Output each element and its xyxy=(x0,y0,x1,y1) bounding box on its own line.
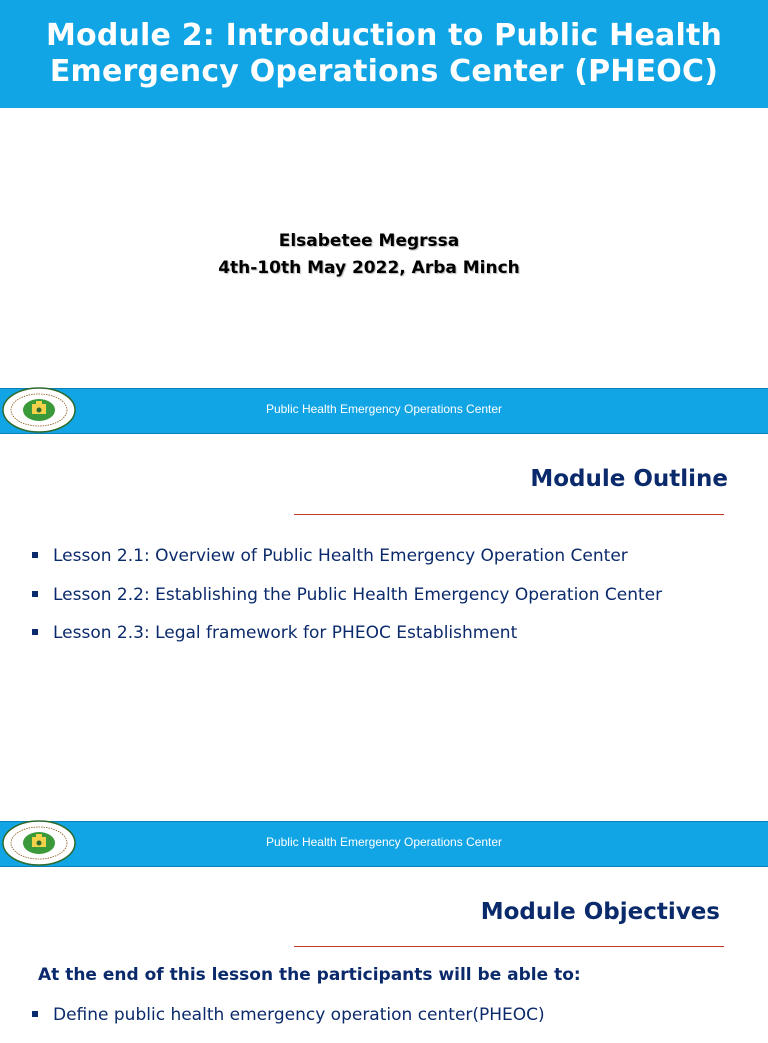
objectives-heading-rule xyxy=(294,946,724,947)
slide-title-line2: Emergency Operations Center (PHEOC) xyxy=(49,54,719,89)
outline-item xyxy=(30,622,662,661)
footer-band-1 xyxy=(0,388,768,434)
objectives-heading: Module Objectives xyxy=(480,899,720,925)
slide-title xyxy=(0,18,768,90)
presentation-date-place: 4th-10th May 2022, Arba Minch xyxy=(218,258,520,278)
presenter-name: Elsabetee Megrssa xyxy=(278,231,460,251)
objective-item-text: Define public health emergency operation center(PHEOC) xyxy=(53,1005,545,1025)
outline-item-text: Lesson 2.3: Legal framework for PHEOC Establishment xyxy=(53,623,518,643)
objectives-intro: At the end of this lesson the participants will be able to: xyxy=(38,965,581,985)
outline-list xyxy=(30,545,662,661)
title-banner xyxy=(0,0,768,108)
footer-text: Public Health Emergency Operations Center xyxy=(265,402,503,416)
outline-item-text: Lesson 2.1: Overview of Public Health Emergency Operation Center xyxy=(53,546,628,566)
slide-title-line1: Module 2: Introduction to Public Health xyxy=(45,18,723,53)
objectives-list xyxy=(30,1004,545,1043)
footer-band-2 xyxy=(0,821,768,867)
objective-item xyxy=(30,1004,545,1043)
outline-item xyxy=(30,584,662,623)
bullet-square-icon xyxy=(32,591,38,597)
outline-heading: Module Outline xyxy=(530,466,728,492)
outline-item-text: Lesson 2.2: Establishing the Public Health Emergency Operation Center xyxy=(53,584,663,605)
bullet-square-icon xyxy=(32,1011,38,1017)
footer-text: Public Health Emergency Operations Center xyxy=(265,835,503,849)
bullet-square-icon xyxy=(32,629,38,635)
bullet-square-icon xyxy=(32,552,38,558)
presenter-block xyxy=(0,228,738,282)
outline-item xyxy=(30,545,662,584)
outline-heading-rule xyxy=(294,514,724,515)
